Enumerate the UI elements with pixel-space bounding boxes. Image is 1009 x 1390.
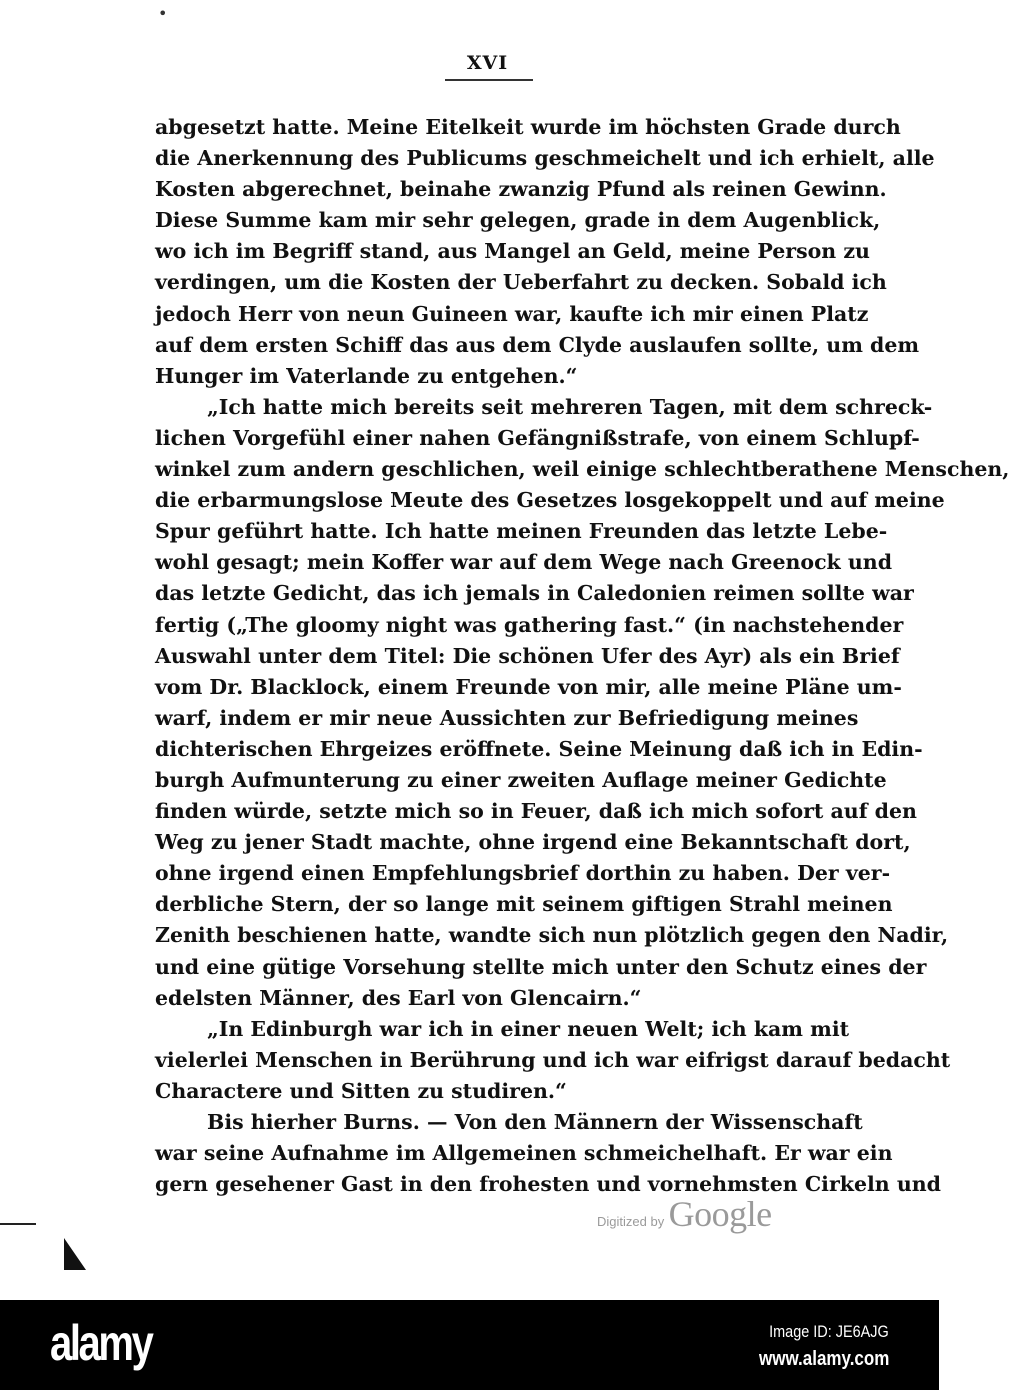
text-line: und eine gütige Vorsehung stellte mich unter den Schutz eines der [155, 954, 927, 979]
page-number: XVI [466, 52, 509, 74]
text-line: Spur geführt hatte. Ich hatte meinen Freunden das letzte Lebe- [155, 519, 888, 544]
text-line: jedoch Herr von neun Guineen war, kaufte ich mir einen Platz [155, 301, 869, 326]
margin-dash-mark [0, 1223, 36, 1225]
header-rule [445, 79, 533, 81]
text-line: ohne irgend einen Empfehlungsbrief dorthin zu haben. Der ver- [155, 861, 891, 886]
text-line: die erbarmungslose Meute des Gesetzes losgekoppelt und auf meine [155, 488, 945, 513]
text-line: burgh Aufmunterung zu einer zweiten Auflage meiner Gedichte [155, 767, 887, 792]
text-line: verdingen, um die Kosten der Ueberfahrt zu decken. Sobald ich [155, 270, 887, 295]
text-line: das letzte Gedicht, das ich jemals in Caledonien reimen sollte war [155, 581, 914, 606]
text-line: vom Dr. Blacklock, einem Freunde von mir, alle meine Pläne um- [155, 674, 902, 699]
text-line: vielerlei Menschen in Berührung und ich war eifrigst darauf bedacht [155, 1047, 951, 1072]
digitized-prefix: Digitized by [597, 1214, 665, 1229]
page-body-text [155, 112, 1009, 1200]
text-line: Zenith beschienen hatte, wandte sich nun plötzlich gegen den Nadir, [155, 923, 949, 948]
image-id: Image ID: JE6AJG [769, 1322, 889, 1341]
text-line: „In Edinburgh war ich in einer neuen Welt; ich kam mit [207, 1016, 850, 1041]
text-line: wohl gesagt; mein Koffer war auf dem Wege nach Greenock und [155, 550, 893, 575]
text-line: edelsten Männer, des Earl von Glencairn.“ [155, 985, 642, 1010]
text-line: Diese Summe kam mir sehr gelegen, grade in dem Augenblick, [155, 208, 881, 233]
text-line: dichterischen Ehrgeizes eröffnete. Seine Meinung daß ich in Edin- [155, 736, 923, 761]
digitized-by-google-watermark [597, 1193, 772, 1235]
text-line: derbliche Stern, der so lange mit seinem giftigen Strahl meinen [155, 892, 893, 917]
text-line: Kosten abgerechnet, beinahe zwanzig Pfund als reinen Gewinn. [155, 177, 887, 202]
alamy-logo: alamy [50, 1315, 152, 1371]
text-line: Auswahl unter dem Titel: Die schönen Ufer des Ayr) als ein Brief [155, 643, 900, 668]
text-line: Weg zu jener Stadt machte, ohne irgend eine Bekanntschaft dort, [155, 830, 911, 855]
text-line: „Ich hatte mich bereits seit mehreren Tagen, mit dem schreck- [207, 394, 933, 419]
text-line: winkel zum andern geschlichen, weil einige schlechtberathene Menschen, [155, 457, 1009, 482]
text-line: gern gesehener Gast in den frohesten und vornehmsten Cirkeln und [155, 1172, 941, 1197]
text-line: Bis hierher Burns. — Von den Männern der Wissenschaft [207, 1110, 863, 1134]
scan-speck: • [158, 4, 168, 23]
text-line: lichen Vorgefühl einer nahen Gefängnißstrafe, von einem Schlupf- [155, 425, 920, 450]
text-line: abgesetzt hatte. Meine Eitelkeit wurde im höchsten Grade durch [155, 115, 901, 139]
google-wordmark: Google [668, 1194, 772, 1234]
text-line: war seine Aufnahme im Allgemeinen schmeichelhaft. Er war ein [155, 1141, 893, 1166]
text-line: Charactere und Sitten zu studiren.“ [155, 1078, 567, 1103]
text-line: fertig („The gloomy night was gathering fast.“ (in nachstehender [155, 612, 904, 637]
stock-footer [0, 1300, 939, 1390]
website-link: www.alamy.com [758, 1348, 889, 1370]
text-line: warf, indem er mir neue Aussichten zur Befriedigung meines [155, 705, 859, 730]
text-line: wo ich im Begriff stand, aus Mangel an Geld, meine Person zu [155, 239, 870, 264]
text-line: Hunger im Vaterlande zu entgehen.“ [155, 363, 578, 388]
margin-scan-mark [64, 1238, 86, 1270]
text-line: die Anerkennung des Publicums geschmeichelt und ich erhielt, alle [155, 146, 935, 171]
text-line: auf dem ersten Schiff das aus dem Clyde auslaufen sollte, um dem [155, 332, 920, 357]
text-line: finden würde, setzte mich so in Feuer, daß ich mich sofort auf den [155, 799, 917, 824]
